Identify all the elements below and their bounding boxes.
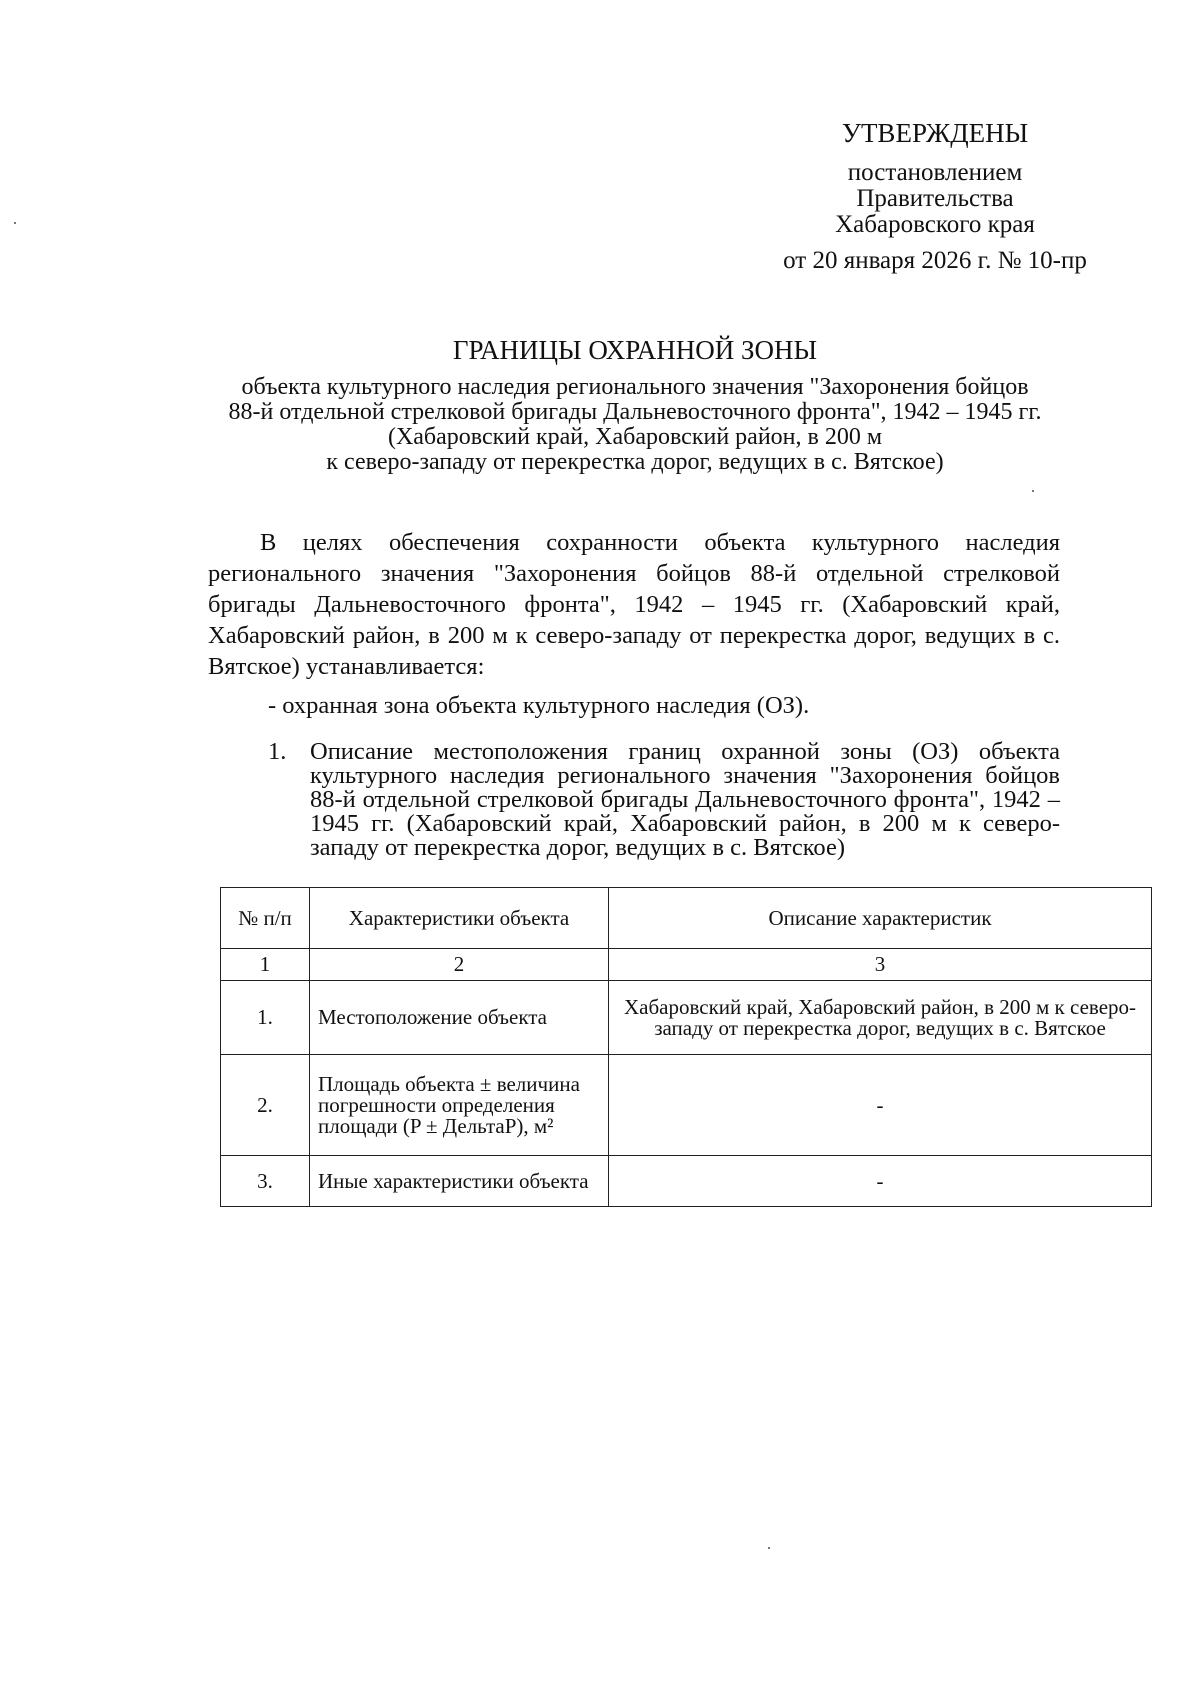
scan-speck <box>14 222 16 224</box>
row-number: 3. <box>221 1156 310 1207</box>
row-characteristic: Площадь объекта ± величина погрешности определения площади (P ± ДельтаP), м² <box>310 1055 609 1156</box>
column-number-cell: 1 <box>221 949 310 981</box>
row-description: - <box>609 1055 1152 1156</box>
scan-speck <box>1032 490 1034 492</box>
column-number-cell: 2 <box>310 949 609 981</box>
row-number: 2. <box>221 1055 310 1156</box>
item-text: Описание местоположения границ охранной зоны (ОЗ) объекта культурного наследия регионального значения "Захоронения бойцов 88-й отдельной стрелковой бригады Дальневосточного фронта", 1942 – 1945 гг. (Хабаровский край, Хабаровский район, в 200 м к северо-западу от перекрестка дорог, ведущих в с. Вятское) <box>310 738 1060 861</box>
approval-line-2: Правительства <box>856 185 1014 212</box>
row-characteristic: Местоположение объекта <box>310 981 609 1055</box>
numbered-item <box>268 740 1060 860</box>
table-row <box>221 981 1152 1055</box>
approval-heading: УТВЕРЖДЕНЫ <box>841 118 1029 148</box>
table-column-numbers-row <box>221 949 1152 981</box>
row-number: 1. <box>221 981 310 1055</box>
bullet-item: - охранная зона объекта культурного наследия (ОЗ). <box>268 692 810 719</box>
header-cell-num: № п/п <box>221 888 310 949</box>
row-description: Хабаровский край, Хабаровский район, в 200 м к северо-западу от перекрестка дорог, ведущих в с. Вятское <box>609 981 1152 1055</box>
approval-line-1: постановлением <box>847 159 1023 186</box>
intro-paragraph: В целях обеспечения сохранности объекта культурного наследия регионального значения "Захоронения бойцов 88-й отдельной стрелковой бригады Дальневосточного фронта", 1942 – 1945 гг. (Хабаровский край, Хабаровский район, в 200 м к северо-западу от перекрестка дорог, ведущих в с. Вятское) устанавливается: <box>208 529 1060 680</box>
table-row <box>221 1156 1152 1207</box>
document-subtitle <box>205 375 1065 475</box>
row-characteristic: Иные характеристики объекта <box>310 1156 609 1207</box>
document-title: ГРАНИЦЫ ОХРАННОЙ ЗОНЫ <box>452 335 818 365</box>
approval-date: от 20 января 2026 г. № 10-пр <box>783 247 1087 274</box>
approval-line-3: Хабаровского края <box>835 211 1035 238</box>
table-row <box>221 1055 1152 1156</box>
subtitle-line-4: к северо-западу от перекрестка дорог, ведущих в с. Вятское) <box>326 449 944 475</box>
table-header-row <box>221 888 1152 949</box>
subtitle-line-2: 88-й отдельной стрелковой бригады Дальневосточного фронта", 1942 – 1945 гг. <box>228 399 1042 425</box>
subtitle-line-1: объекта культурного наследия регионального значения "Захоронения бойцов <box>241 374 1029 400</box>
scan-speck <box>768 1547 770 1549</box>
characteristics-table <box>220 887 1152 1207</box>
header-cell-characteristics: Характеристики объекта <box>310 888 609 949</box>
header-cell-description: Описание характеристик <box>609 888 1152 949</box>
subtitle-line-3: (Хабаровский край, Хабаровский район, в 200 м <box>387 424 883 450</box>
approval-stamp <box>770 120 1100 274</box>
column-number-cell: 3 <box>609 949 1152 981</box>
row-description: - <box>609 1156 1152 1207</box>
item-number: 1. <box>268 738 287 765</box>
